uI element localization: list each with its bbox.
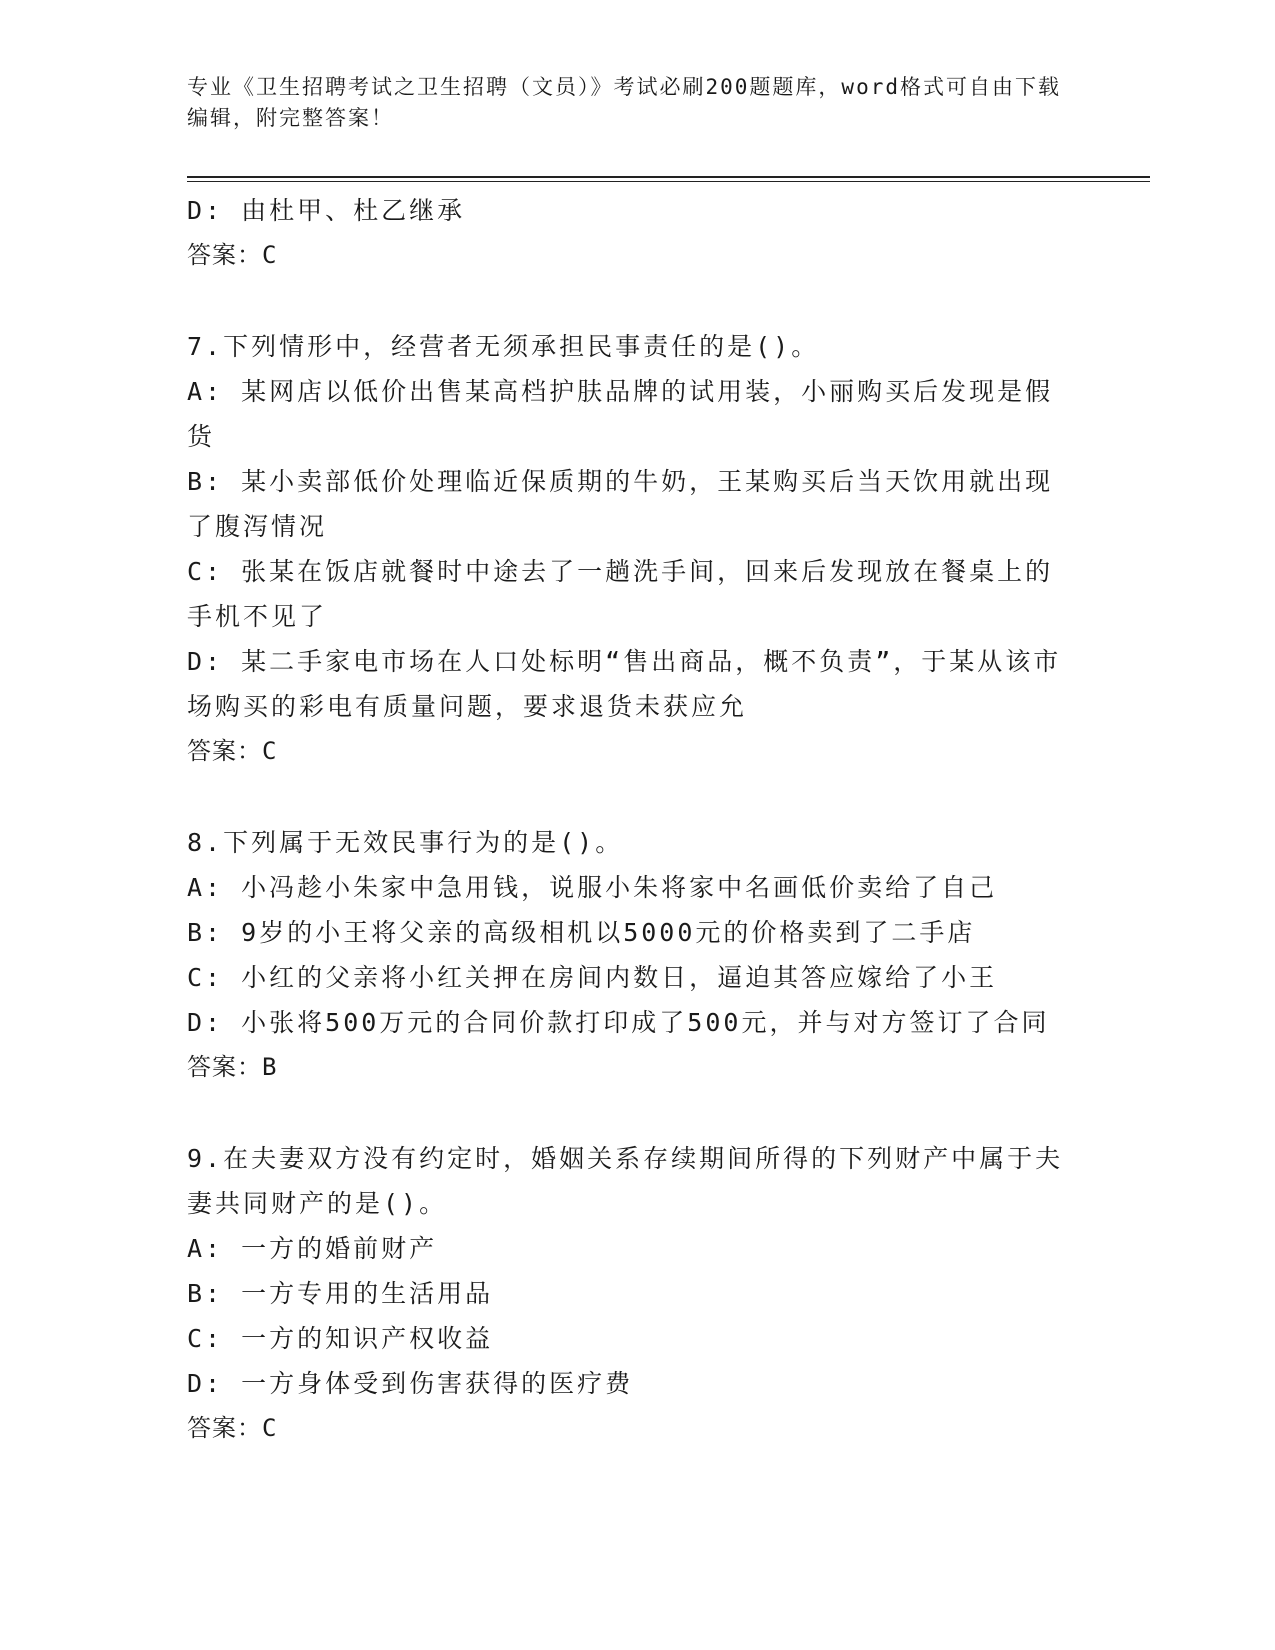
- answer-label: 答案：: [187, 737, 262, 765]
- answer-value: C: [262, 737, 278, 765]
- option-c: C: 小红的父亲将小红关押在房间内数日，逼迫其答应嫁给了小王: [187, 963, 998, 992]
- option-c: C: 一方的知识产权收益: [187, 1324, 494, 1353]
- answer-line: [187, 233, 1067, 278]
- question-7: [187, 324, 1067, 774]
- question-stem: 7.下列情形中，经营者无须承担民事责任的是()。: [187, 332, 820, 361]
- option-b: B: 一方专用的生活用品: [187, 1279, 494, 1308]
- option-d: D: 一方身体受到伤害获得的医疗费: [187, 1369, 634, 1398]
- question-content: [187, 188, 1067, 1451]
- option-a: A: 小冯趁小朱家中急用钱，说服小朱将家中名画低价卖给了自己: [187, 873, 998, 902]
- header-rule-thick: [187, 176, 1150, 178]
- answer-value: C: [262, 241, 278, 269]
- carryover-block: [187, 188, 1067, 278]
- header-rule-thin: [187, 181, 1150, 182]
- answer-label: 答案：: [187, 1053, 262, 1081]
- answer-label: 答案：: [187, 241, 262, 269]
- option-b: B: 某小卖部低价处理临近保质期的牛奶，王某购买后当天饮用就出现了腹泻情况: [187, 467, 1054, 541]
- question-8: [187, 820, 1067, 1090]
- option-d: D: 由杜甲、杜乙继承: [187, 196, 466, 225]
- question-stem: 8.下列属于无效民事行为的是()。: [187, 828, 624, 857]
- page-header: 专业《卫生招聘考试之卫生招聘（文员）》考试必刷200题题库，word格式可自由下载编辑，附完整答案！: [187, 75, 1061, 130]
- option-a: A: 一方的婚前财产: [187, 1234, 438, 1263]
- option-d: D: 小张将500万元的合同价款打印成了500元，并与对方签订了合同: [187, 1008, 1050, 1037]
- answer-line: [187, 1045, 1067, 1090]
- answer-label: 答案：: [187, 1414, 262, 1442]
- option-d: D: 某二手家电市场在人口处标明“售出商品，概不负责”，于某从该市场购买的彩电有质量问题，要求退货未获应允: [187, 647, 1062, 721]
- option-b: B: 9岁的小王将父亲的高级相机以5000元的价格卖到了二手店: [187, 918, 976, 947]
- question-stem: 9.在夫妻双方没有约定时，婚姻关系存续期间所得的下列财产中属于夫妻共同财产的是()。: [187, 1144, 1064, 1218]
- option-c: C: 张某在饭店就餐时中途去了一趟洗手间，回来后发现放在餐桌上的手机不见了: [187, 557, 1054, 631]
- answer-line: [187, 1406, 1067, 1451]
- option-a: A: 某网店以低价出售某高档护肤品牌的试用装，小丽购买后发现是假货: [187, 377, 1054, 451]
- answer-value: C: [262, 1414, 278, 1442]
- answer-value: B: [262, 1053, 278, 1081]
- question-9: [187, 1136, 1067, 1451]
- answer-line: [187, 729, 1067, 774]
